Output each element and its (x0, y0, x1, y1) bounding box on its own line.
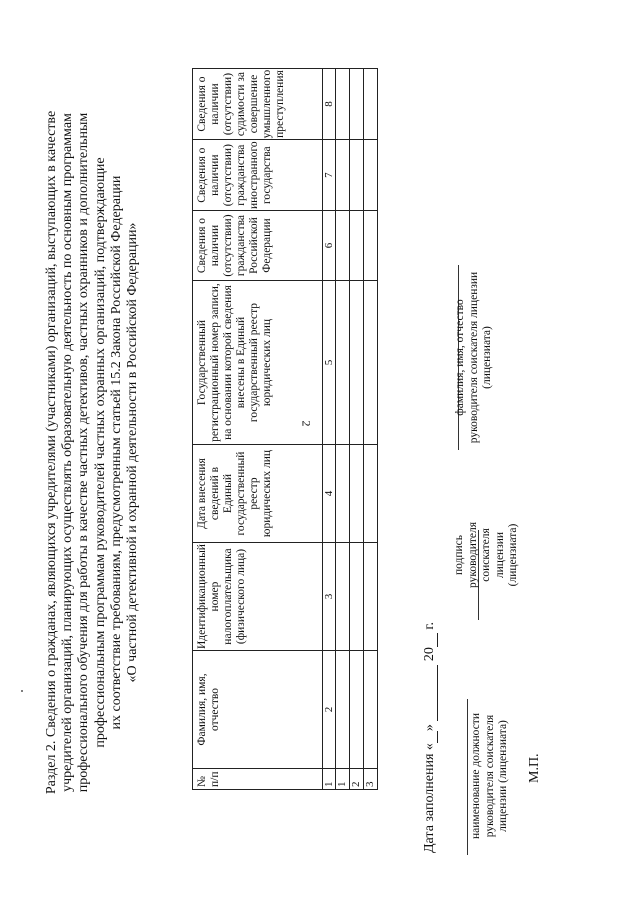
table-cell[interactable] (336, 140, 350, 211)
rotated-form (42, 50, 602, 855)
page-number: 2 (299, 420, 314, 427)
stamp-place-label: М.П. (527, 753, 542, 783)
table-cell[interactable] (364, 211, 378, 281)
table-cell[interactable] (364, 68, 378, 140)
table-row (336, 68, 350, 789)
table-cell: 2 (350, 769, 364, 790)
table-cell[interactable] (336, 68, 350, 140)
fill-date-label: Дата заполнения « (422, 743, 437, 853)
heading-line: учредителей организаций, планирующих осуществлять образовательную деятельность по основным программам (60, 113, 76, 792)
heading-line: профессионального обучения для работы в качестве частных детективов, частных охранников и дополнительным (76, 112, 92, 793)
table-header-row (193, 68, 323, 789)
table-row (364, 68, 378, 789)
position-caption: наименование должности руководителя соискателя лицензии (лицензиата) (470, 713, 509, 839)
header-cell-foreign-citizenship: Сведения о наличии (отсутствии) гражданства иностранного государства (193, 140, 323, 211)
heading-line: Раздел 2. Сведения о гражданах, являющихся учредителями (участниками) организаций, выступающих в качестве (44, 110, 59, 795)
year-suffix: г. (422, 621, 437, 630)
table-cell[interactable] (336, 543, 350, 651)
table-cell[interactable] (336, 445, 350, 543)
section-heading (44, 50, 141, 855)
table-cell[interactable] (350, 445, 364, 543)
table-cell[interactable] (350, 281, 364, 445)
table-cell[interactable] (364, 140, 378, 211)
fill-date-line (422, 622, 438, 853)
table-cell[interactable] (336, 211, 350, 281)
table-cell[interactable] (350, 211, 364, 281)
table-row (350, 68, 364, 789)
heading-line: их соответствие требованиям, предусмотренным статьей 15.2 Закона Российской Федерации (108, 175, 124, 730)
table-cell[interactable] (336, 281, 350, 445)
column-number-cell: 3 (323, 543, 336, 651)
column-number-cell: 5 (323, 281, 336, 445)
table-cell[interactable] (364, 445, 378, 543)
column-number-cell: 7 (323, 140, 336, 211)
table-cell[interactable] (336, 651, 350, 769)
table-cell[interactable] (364, 651, 378, 769)
column-number-cell: 8 (323, 68, 336, 140)
fill-date-close-quote: » (422, 724, 437, 732)
day-blank[interactable] (423, 731, 438, 743)
header-cell-full-name: Фамилия, имя, отчество (193, 651, 323, 769)
table-cell[interactable] (364, 281, 378, 445)
header-cell-grn: Государственный регистрационный номер записи, на основании которой сведения внесены в Единый государственный реестр юридических лиц (193, 281, 323, 445)
header-cell-criminal-record: Сведения о наличии (отсутствии) судимости за совершение умышленного преступления (193, 68, 323, 140)
year-blank[interactable] (423, 633, 438, 647)
name-caption: фамилия, имя, отчество руководителя соискателя лицензии (лицензиата) (454, 271, 493, 444)
table-cell: 1 (336, 769, 350, 790)
table-cell[interactable] (350, 140, 364, 211)
citizens-table (192, 68, 378, 790)
table-cell[interactable] (350, 543, 364, 651)
column-number-cell: 4 (323, 445, 336, 543)
column-number-cell: 2 (323, 651, 336, 769)
column-number-cell: 1 (323, 769, 336, 790)
heading-line: профессиональным программам руководителей частных охранных организаций, подтверждающие (92, 157, 108, 748)
heading-line: «О частной детективной и охранной деятельности в Российской Федерации» (125, 222, 141, 683)
column-number-cell: 6 (323, 211, 336, 281)
table-cell: 3 (364, 769, 378, 790)
table-cell[interactable] (350, 651, 364, 769)
header-cell-inn: Идентификационный номер налогоплательщика (физического лица) (193, 543, 323, 651)
month-blank[interactable] (423, 665, 438, 721)
position-signature-line[interactable] (467, 699, 468, 855)
header-cell-number: № п/п (193, 769, 323, 790)
scan-dot (21, 690, 23, 692)
header-cell-rf-citizenship: Сведения о наличии (отсутствии) гражданства Российской Федерации (193, 211, 323, 281)
header-cell-egrul-date: Дата внесения сведений в Единый государственный реестр юридических лиц (193, 445, 323, 543)
year-prefix: 20 (422, 647, 437, 662)
signature-caption: подпись руководителя соискателя лицензии (лицензиата) (453, 521, 519, 589)
table-cell[interactable] (350, 68, 364, 140)
column-number-row (323, 68, 336, 789)
table-cell[interactable] (364, 543, 378, 651)
